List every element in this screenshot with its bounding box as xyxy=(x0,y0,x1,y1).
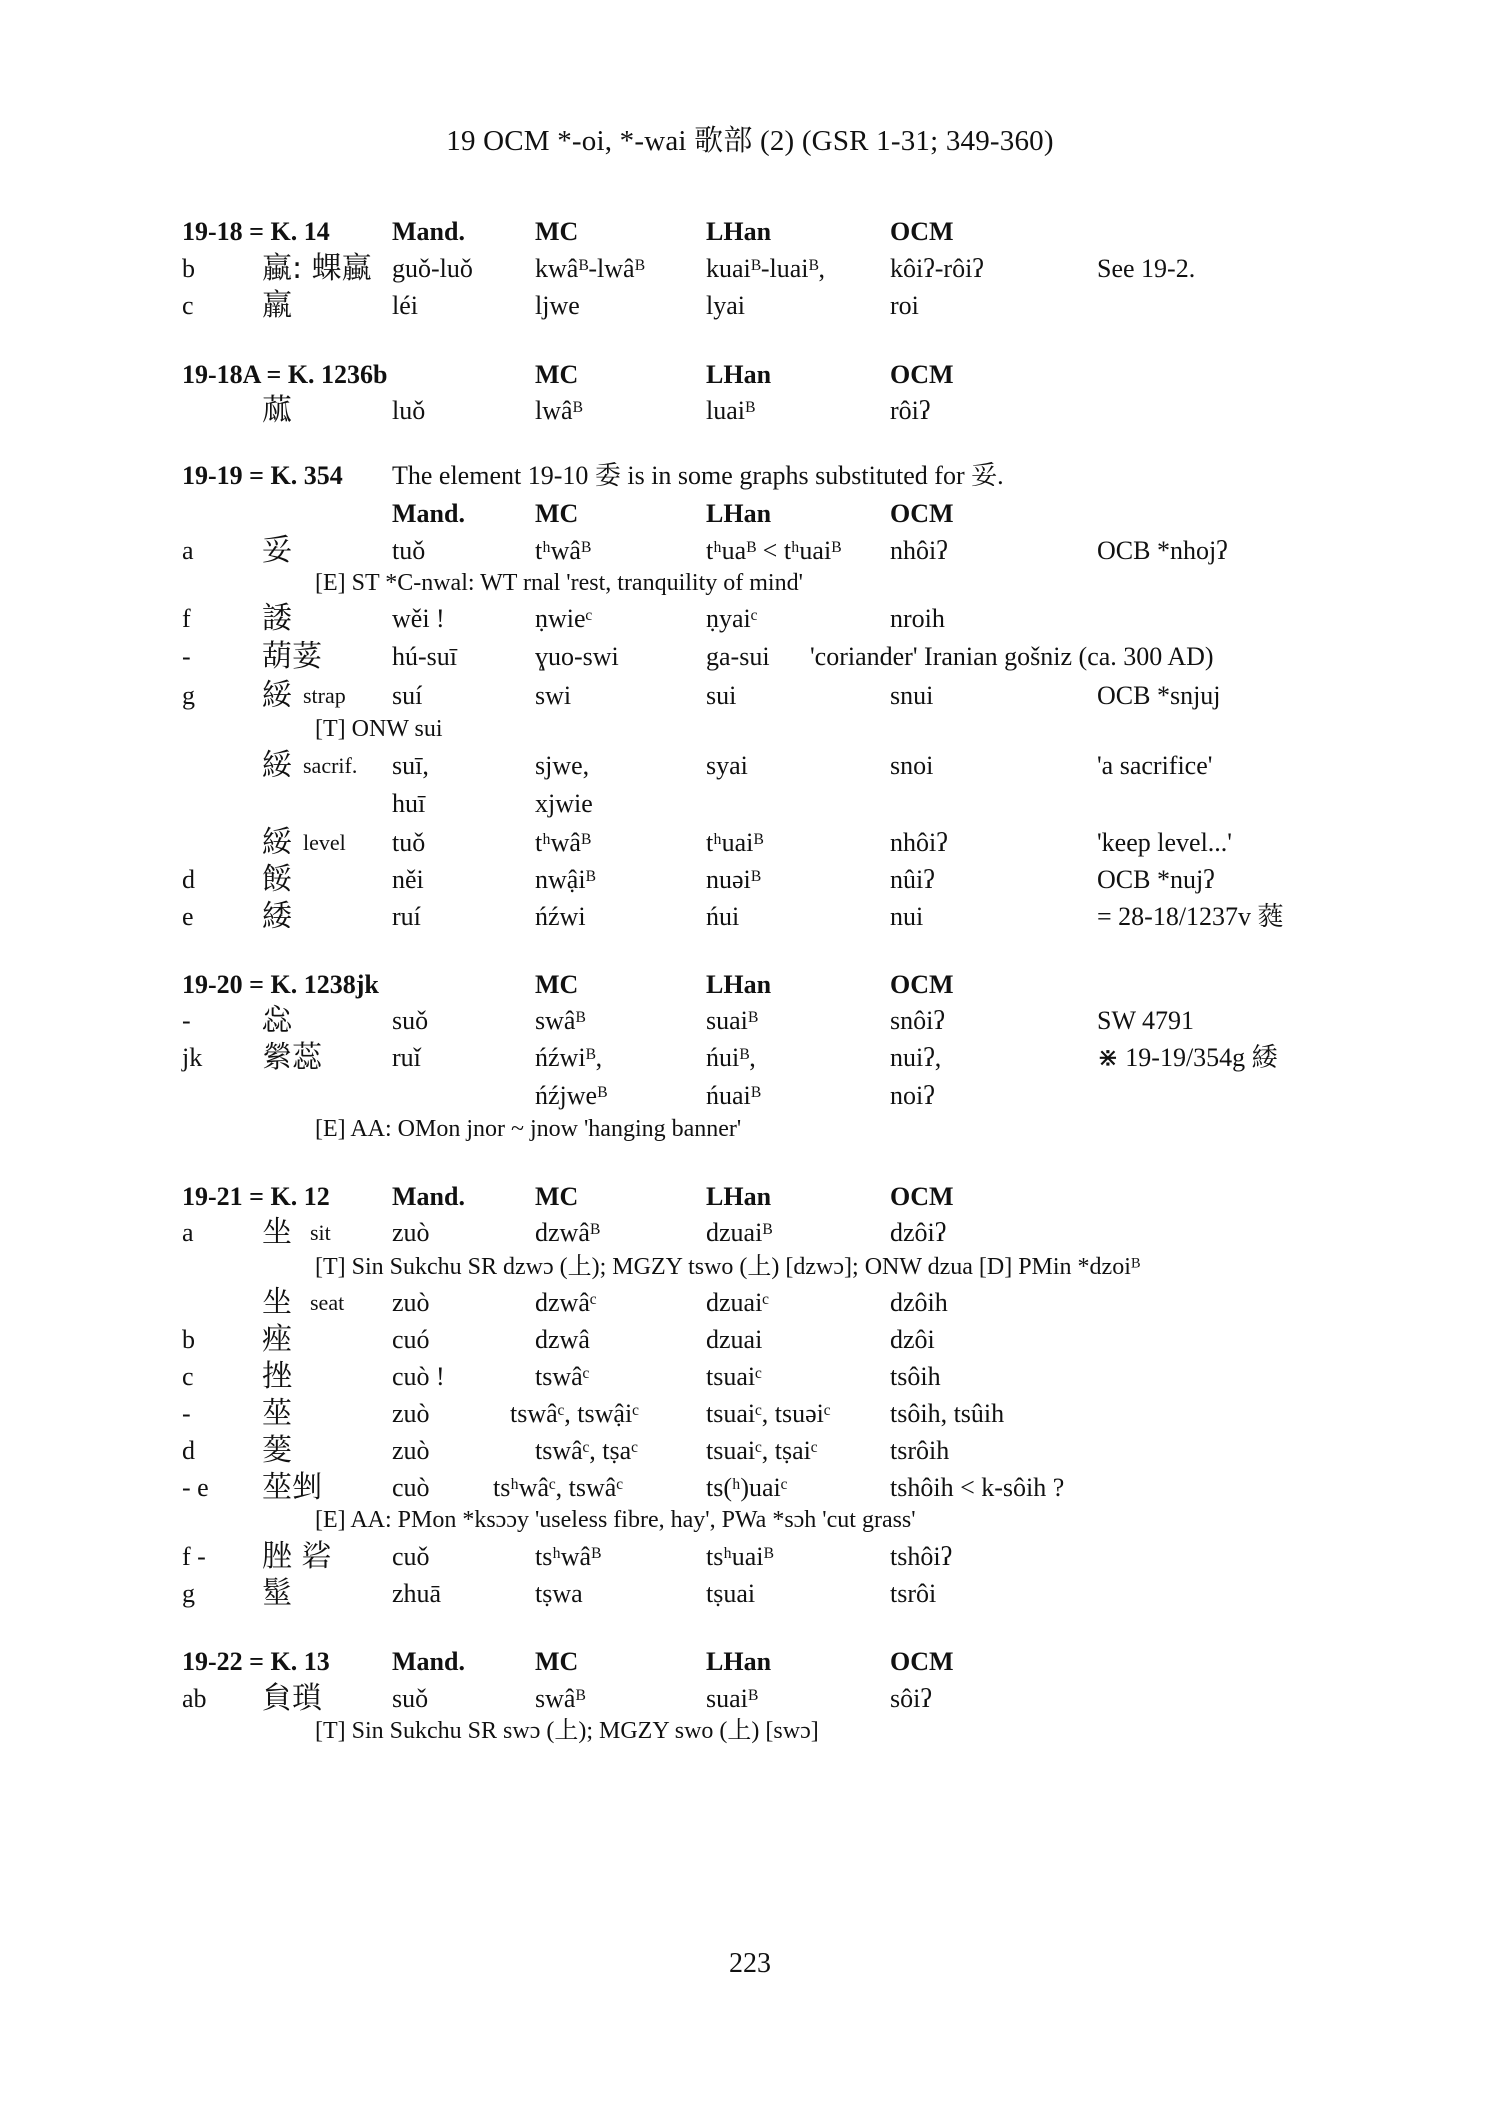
section-key: 19-19 = K. 354 xyxy=(182,461,343,490)
entry-mc: swâᴮ xyxy=(535,1006,586,1035)
entry-row xyxy=(0,1004,1500,1038)
entry-gloss: sacrif. xyxy=(303,753,358,778)
entry-mand: ruí xyxy=(392,902,421,931)
entry-mand: suǒ xyxy=(392,1006,429,1035)
entry-mand: tuǒ xyxy=(392,536,426,565)
col-mand: Mand. xyxy=(392,1647,465,1676)
entry-row xyxy=(0,1216,1500,1250)
entry-mc: xjwie xyxy=(535,789,593,818)
entry-mc: tswâᶜ xyxy=(535,1362,590,1391)
col-lhan: LHan xyxy=(706,217,772,246)
section-header xyxy=(0,1180,1500,1214)
entry-note: SW 4791 xyxy=(1097,1006,1195,1035)
entry-ocm: tshôih < k-sôih ? xyxy=(890,1473,1065,1502)
entry-mand: zuò xyxy=(392,1399,430,1428)
entry-char: 蓌 xyxy=(262,1433,292,1468)
entry-mc: nwậiᴮ xyxy=(535,865,596,894)
entry-subnote: [E] AA: OMon jnor ~ jnow 'hanging banner' xyxy=(315,1116,742,1142)
section-key: 19-20 = K. 1238jk xyxy=(182,970,379,999)
entry-lhan: dzuaiᶜ xyxy=(706,1288,769,1317)
entry-ocm: snôiʔ xyxy=(890,1006,945,1035)
page-title: 19 OCM *-oi, *-wai 歌部 (2) (GSR 1-31; 349-360) xyxy=(446,125,1054,157)
entry-lhan: nuəiᴮ xyxy=(706,865,761,894)
entry-mc: swi xyxy=(535,681,572,710)
entry-gloss: strap xyxy=(303,683,346,708)
entry-note: 'keep level...' xyxy=(1097,828,1232,857)
entry-row xyxy=(0,534,1500,568)
entry-char: 莝剉 xyxy=(262,1470,322,1505)
entry-char: 妥 xyxy=(262,533,292,568)
entry-row xyxy=(0,1434,1500,1468)
entry-id: - xyxy=(182,1399,191,1428)
entry-mc: tṣwa xyxy=(535,1579,583,1608)
entry-ocm: tsrôi xyxy=(890,1579,937,1608)
entry-lhan: kuaiᴮ-luaiᴮ, xyxy=(706,254,826,283)
entry-row xyxy=(0,1079,1500,1113)
entry-note: OCB *nhojʔ xyxy=(1097,536,1228,565)
entry-lhan: ńuiᴮ, xyxy=(706,1043,756,1072)
entry-lhan: lyai xyxy=(706,291,745,320)
entry-lhan: tʰuaiᴮ xyxy=(706,828,764,857)
entry-char: 坐 xyxy=(262,1215,292,1250)
entry-id: - xyxy=(182,1006,191,1035)
entry-lhan: suaiᴮ xyxy=(706,1684,758,1713)
col-lhan: LHan xyxy=(706,499,772,528)
entry-lhan: luaiᴮ xyxy=(706,396,756,425)
col-mc: MC xyxy=(535,1182,579,1211)
entry-lhan: dzuaiᴮ xyxy=(706,1218,773,1247)
entry-ocm: nroih xyxy=(890,604,945,633)
col-mand: Mand. xyxy=(392,499,465,528)
entry-id: f xyxy=(182,604,191,633)
entry-mand: zuò xyxy=(392,1436,430,1465)
entry-char: 挫 xyxy=(262,1359,292,1394)
col-ocm: OCM xyxy=(890,1182,954,1211)
entry-lhan: tsʰuaiᴮ xyxy=(706,1542,774,1571)
entry-id: jk xyxy=(182,1043,203,1072)
entry-char: 綏 xyxy=(262,825,292,860)
entry-id: a xyxy=(182,1218,194,1247)
entry-ocm: nûiʔ xyxy=(890,865,935,894)
entry-mand: hú-suī xyxy=(392,642,457,671)
entry-lhan: ts(ʰ)uaiᶜ xyxy=(706,1473,788,1502)
entry-char: 諉 xyxy=(262,601,292,636)
entry-subnote: [T] ONW sui xyxy=(315,716,443,742)
entry-id: b xyxy=(182,254,195,283)
col-mand: Mand. xyxy=(392,1182,465,1211)
entry-mand: cuó xyxy=(392,1325,430,1354)
entry-gloss: level xyxy=(303,830,346,855)
entry-mc: dzwâᶜ xyxy=(535,1288,597,1317)
page-number: 223 xyxy=(729,1948,771,1979)
section-key: 19-21 = K. 12 xyxy=(182,1182,330,1211)
section-heading-note: The element 19-10 委 is in some graphs substituted for 妥. xyxy=(392,461,1004,490)
col-mc: MC xyxy=(535,217,579,246)
entry-gloss: seat xyxy=(310,1290,345,1315)
entry-lhan: tʰuaᴮ < tʰuaiᴮ xyxy=(706,536,842,565)
entry-char: 痤 xyxy=(262,1322,292,1357)
entry-row xyxy=(0,289,1500,323)
entry-subnote: [E] ST *C-nwal: WT rnal 'rest, tranquility of mind' xyxy=(315,570,803,596)
entry-char: 坐 xyxy=(262,1285,292,1320)
entry-row xyxy=(0,1323,1500,1357)
column-header-row xyxy=(0,497,1500,531)
col-lhan: LHan xyxy=(706,970,772,999)
entry-note: OCB *snjuj xyxy=(1097,681,1221,710)
entry-lhan: tṣuai xyxy=(706,1579,756,1608)
entry-row xyxy=(0,900,1500,934)
entry-mand: cuò ! xyxy=(392,1362,445,1391)
col-lhan: LHan xyxy=(706,360,772,389)
entry-mc: ńźjweᴮ xyxy=(535,1081,608,1110)
entry-mand: wěi ! xyxy=(392,604,445,633)
entry-lhan: ṇyaiᶜ xyxy=(706,604,758,633)
entry-ocm: rôiʔ xyxy=(890,396,931,425)
entry-row xyxy=(0,826,1500,860)
entry-mc: ṇwieᶜ xyxy=(535,604,593,633)
entry-id: d xyxy=(182,1436,195,1465)
entry-id: - e xyxy=(182,1473,209,1502)
col-mc: MC xyxy=(535,1647,579,1676)
col-mc: MC xyxy=(535,970,579,999)
entry-char: 羸 xyxy=(262,288,292,323)
entry-mand: ruǐ xyxy=(392,1043,421,1072)
entry-ocm: tsôih, tsûih xyxy=(890,1399,1005,1428)
entry-gloss: sit xyxy=(310,1220,331,1245)
entry-lhan: tsuaiᶜ xyxy=(706,1362,762,1391)
entry-subnote: [T] Sin Sukchu SR dzwɔ (上); MGZY tswo (上) [dzwɔ]; ONW dzua [D] PMin *dzoiᴮ xyxy=(315,1254,1141,1280)
entry-ocm: nuiʔ, xyxy=(890,1043,942,1072)
entry-mand: zuò xyxy=(392,1288,430,1317)
entry-mc: tʰwâᴮ xyxy=(535,828,591,857)
col-mc: MC xyxy=(535,499,579,528)
entry-mc: kwâᴮ-lwâᴮ xyxy=(535,254,645,283)
entry-ocm: snui xyxy=(890,681,934,710)
entry-mand: suī, xyxy=(392,751,429,780)
entry-lhan: dzuai xyxy=(706,1325,763,1354)
entry-char: 貟瑣 xyxy=(262,1681,322,1716)
col-ocm: OCM xyxy=(890,499,954,528)
entry-char: 綏 xyxy=(262,678,292,713)
section-header xyxy=(0,358,1500,392)
entry-char: 髽 xyxy=(262,1576,292,1611)
entry-char: 脞 硰 xyxy=(262,1539,332,1574)
entry-mand: cuò xyxy=(392,1473,430,1502)
entry-ocm: kôiʔ-rôiʔ xyxy=(890,254,984,283)
entry-row xyxy=(0,1577,1500,1611)
entry-note: = 28-18/1237v 蕤 xyxy=(1097,902,1284,931)
entry-char: 莝 xyxy=(262,1396,292,1431)
entry-subnote: [E] AA: PMon *ksɔɔy 'useless fibre, hay', PWa *sɔh 'cut grass' xyxy=(315,1507,916,1533)
section-key: 19-18A = K. 1236b xyxy=(182,360,388,389)
entry-row xyxy=(0,640,1500,674)
entry-row xyxy=(0,787,1500,821)
entry-id: g xyxy=(182,1579,195,1608)
entry-row xyxy=(0,863,1500,897)
col-ocm: OCM xyxy=(890,1647,954,1676)
entry-mand: cuǒ xyxy=(392,1542,430,1571)
entry-lhan: sui xyxy=(706,681,737,710)
entry-row xyxy=(0,679,1500,713)
entry-id: c xyxy=(182,291,194,320)
entry-row xyxy=(0,1540,1500,1574)
entry-row xyxy=(0,749,1500,783)
entry-mc: dzwâ xyxy=(535,1325,590,1354)
entry-id: d xyxy=(182,865,195,894)
entry-char: 蓏 xyxy=(262,393,292,428)
entry-id: b xyxy=(182,1325,195,1354)
entry-row xyxy=(0,1682,1500,1716)
entry-ocm: dzôih xyxy=(890,1288,948,1317)
col-ocm: OCM xyxy=(890,360,954,389)
section-key: 19-18 = K. 14 xyxy=(182,217,330,246)
entry-ocm: dzôiʔ xyxy=(890,1218,947,1247)
entry-mand: suí xyxy=(392,681,423,710)
entry-mc: ńźwiᴮ, xyxy=(535,1043,603,1072)
entry-id: g xyxy=(182,681,195,710)
entry-row xyxy=(0,1397,1500,1431)
entry-note-wide: 'coriander' Iranian gošniz (ca. 300 AD) xyxy=(810,642,1214,671)
entry-ocm: nhôiʔ xyxy=(890,828,948,857)
entry-id: a xyxy=(182,536,194,565)
entry-mc: tsʰwâᴮ xyxy=(535,1542,602,1571)
col-lhan: LHan xyxy=(706,1647,772,1676)
entry-lhan: suaiᴮ xyxy=(706,1006,758,1035)
entry-note: 'a sacrifice' xyxy=(1097,751,1213,780)
entry-ocm: tsôih xyxy=(890,1362,941,1391)
entry-mc: sjwe, xyxy=(535,751,590,780)
entry-id: ab xyxy=(182,1684,207,1713)
entry-id: f - xyxy=(182,1542,206,1571)
entry-char: 緌 xyxy=(262,899,292,934)
entry-char: 惢 xyxy=(262,1003,292,1038)
entry-mc: tʰwâᴮ xyxy=(535,536,591,565)
section-header xyxy=(0,459,1500,493)
entry-mand: zuò xyxy=(392,1218,430,1247)
entry-mand: tuǒ xyxy=(392,828,426,857)
entry-id: e xyxy=(182,902,194,931)
section-header xyxy=(0,968,1500,1002)
entry-ocm: roi xyxy=(890,291,919,320)
entry-lhan: ńui xyxy=(706,902,740,931)
entry-lhan: syai xyxy=(706,751,748,780)
entry-ocm: sôiʔ xyxy=(890,1684,932,1713)
entry-note: OCB *nujʔ xyxy=(1097,865,1215,894)
entry-mand: luǒ xyxy=(392,396,426,425)
entry-row xyxy=(0,1286,1500,1320)
entry-ocm: snoi xyxy=(890,751,934,780)
col-ocm: OCM xyxy=(890,217,954,246)
entry-mc: dzwâᴮ xyxy=(535,1218,600,1247)
entry-char: 綏 xyxy=(262,748,292,783)
entry-lhan: ga-sui xyxy=(706,642,770,671)
entry-ocm: nui xyxy=(890,902,924,931)
entry-id: - xyxy=(182,642,191,671)
col-ocm: OCM xyxy=(890,970,954,999)
entry-char: 葫荽 xyxy=(262,639,322,674)
entry-lhan: tsuaiᶜ, tṣaiᶜ xyxy=(706,1436,818,1465)
entry-row xyxy=(0,394,1500,428)
entry-note: ⋇ 19-19/354g 緌 xyxy=(1097,1043,1278,1072)
entry-mand: léi xyxy=(392,291,418,320)
entry-ocm: noiʔ xyxy=(890,1081,935,1110)
entry-id: c xyxy=(182,1362,194,1391)
entry-subnote: [T] Sin Sukchu SR swɔ (上); MGZY swo (上) [swɔ] xyxy=(315,1718,819,1744)
entry-ocm: tshôiʔ xyxy=(890,1542,953,1571)
entry-ocm: dzôi xyxy=(890,1325,935,1354)
entry-mand: zhuā xyxy=(392,1579,442,1608)
entry-mc: tsʰwâᶜ, tswâᶜ xyxy=(493,1473,623,1502)
entry-mc: tswâᶜ, tṣaᶜ xyxy=(535,1436,638,1465)
entry-mc: ljwe xyxy=(535,291,580,320)
col-mand: Mand. xyxy=(392,217,465,246)
entry-lhan: ńuaiᴮ xyxy=(706,1081,761,1110)
section-key: 19-22 = K. 13 xyxy=(182,1647,330,1676)
entry-row xyxy=(0,602,1500,636)
entry-char: 縈蕊 xyxy=(262,1040,322,1075)
entry-row xyxy=(0,1360,1500,1394)
entry-char: 蠃: 蜾蠃 xyxy=(262,251,372,286)
entry-char: 餒 xyxy=(262,862,292,897)
entry-ocm: nhôiʔ xyxy=(890,536,948,565)
entry-row xyxy=(0,1041,1500,1075)
entry-mand: huī xyxy=(392,789,426,818)
section-header xyxy=(0,215,1500,249)
entry-mand: něi xyxy=(392,865,424,894)
entry-note: See 19-2. xyxy=(1097,254,1196,283)
entry-ocm: tsrôih xyxy=(890,1436,950,1465)
section-header xyxy=(0,1645,1500,1679)
entry-mand: suǒ xyxy=(392,1684,429,1713)
entry-mand: guǒ-luǒ xyxy=(392,254,473,283)
entry-mc: lwâᴮ xyxy=(535,396,583,425)
entry-mc: ńźwi xyxy=(535,902,586,931)
col-lhan: LHan xyxy=(706,1182,772,1211)
entry-row xyxy=(0,1471,1500,1505)
entry-row xyxy=(0,252,1500,286)
col-mc: MC xyxy=(535,360,579,389)
entry-mc: tswâᶜ, tswậiᶜ xyxy=(510,1399,639,1428)
entry-mc: swâᴮ xyxy=(535,1684,586,1713)
entry-lhan: tsuaiᶜ, tsuəiᶜ xyxy=(706,1399,831,1428)
entry-mc: ɣuo-swi xyxy=(535,642,619,671)
